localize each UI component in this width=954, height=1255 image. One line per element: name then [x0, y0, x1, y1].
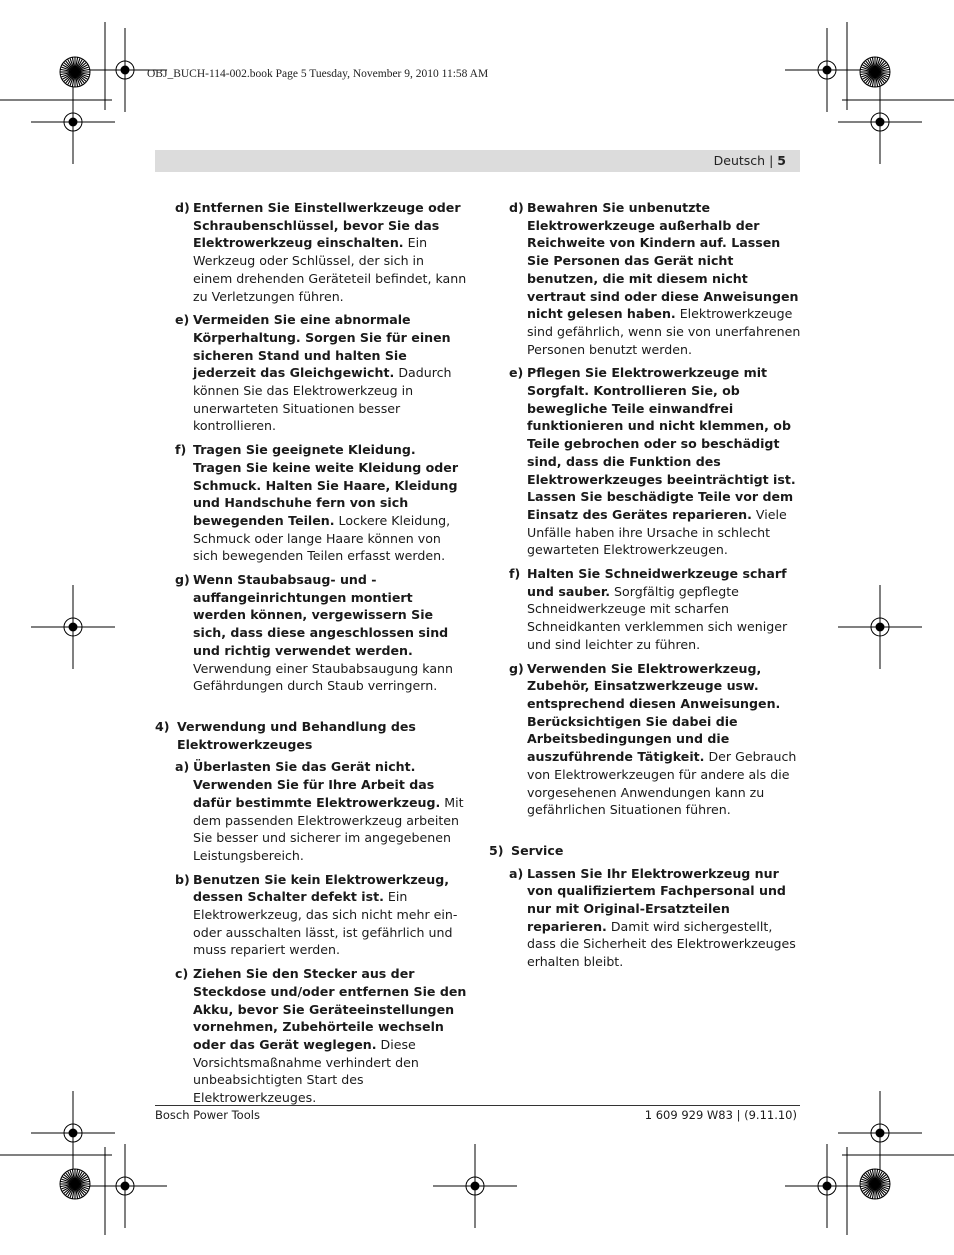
section-heading-4: [155, 718, 467, 753]
item-explanation: Ein Elektrowerkzeug, das sich nicht mehr ein- oder ausschalten lässt, ist gefährlich und muss repariert werden.: [193, 889, 458, 958]
item-instruction: Pflegen Sie Elektrowerkzeuge mit Sorgfalt. Kontrollieren Sie, ob bewegliche Teile einwandfrei funktionieren und nicht klemmen, ob Teile gebrochen oder so beschädigt sind, dass die Funktion des Elektrowerkzeuges beeinträchtigt ist. Lassen Sie beschädigte Teile vor dem Einsatz des Gerätes reparieren.: [527, 365, 796, 522]
crosshair-dot: [876, 1129, 885, 1138]
item-label: a): [509, 865, 524, 881]
item-instruction: Wenn Staubabsaug- und -auffangeinrichtungen montiert werden können, vergewissern Sie sich, dass diese angeschlossen sind und richtig verwendet werden.: [193, 572, 449, 658]
item-instruction: Überlasten Sie das Gerät nicht. Verwenden Sie für Ihre Arbeit das dafür bestimmte Elektrowerkzeug.: [193, 759, 441, 810]
section-title: Verwendung und Behandlung des Elektrowerkzeuges: [177, 718, 416, 752]
item-label: b): [175, 871, 190, 887]
crosshair-dot: [823, 66, 832, 75]
list-item: [155, 441, 467, 565]
list-item: [155, 965, 467, 1107]
page-header-bar: [155, 150, 800, 172]
page-number: 5: [777, 153, 786, 168]
crosshair-dot: [69, 118, 78, 127]
list-item: [489, 865, 801, 971]
crosshair-dot: [121, 1182, 130, 1191]
item-label: g): [509, 660, 524, 676]
item-instruction: Lassen Sie Ihr Elektrowerkzeug nur von qualifiziertem Fachpersonal und nur mit Original-Ersatzteilen reparieren.: [527, 865, 786, 934]
header-language: Deutsch: [713, 153, 766, 168]
footer-doc-number: 1 609 929 W83 | (9.11.10): [644, 1108, 797, 1122]
item-instruction: Halten Sie Schneidwerkzeuge scharf und sauber.: [527, 566, 787, 599]
item-label: f): [175, 442, 187, 458]
item-explanation: Viele Unfälle haben ihre Ursache in schlecht gewarteten Elektrowerkzeugen.: [527, 506, 787, 558]
item-instruction: Entfernen Sie Einstellwerkzeuge oder Schraubenschlüssel, bevor Sie das Elektrowerkzeug einschalten.: [193, 200, 461, 251]
item-instruction: Bewahren Sie unbenutzte Elektrowerkzeuge außerhalb der Reichweite von Kindern auf. Lassen Sie Personen das Gerät nicht benutzen, die mit diesem nicht vertraut sind oder diese Anweisungen nicht gelesen haben.: [527, 200, 799, 322]
item-instruction: Tragen Sie geeignete Kleidung. Tragen Sie keine weite Kleidung oder Schmuck. Halten Sie Haare, Kleidung und Handschuhe fern von sich bewegenden Teilen.: [193, 442, 459, 528]
list-item: [489, 364, 801, 559]
item-instruction: Verwenden Sie Elektrowerkzeug, Zubehör, Einsatzwerkzeuge usw. entsprechend diesen Anweisungen. Berücksichtigen Sie dabei die Arbeitsbedingungen und die auszuführende Tätigkeit.: [527, 660, 781, 765]
list-item: [489, 199, 801, 358]
crosshair-dot: [876, 118, 885, 127]
footer-rule: [155, 1105, 800, 1106]
item-explanation: Elektrowerkzeuge sind gefährlich, wenn sie von unerfahrenen Personen benutzt werden.: [527, 306, 801, 357]
right-items-section5: [489, 865, 801, 971]
list-item: [489, 660, 801, 819]
item-explanation: Sorgfältig gepflegte Schneidwerkzeuge mit scharfen Schneidkanten verklemmen sich weniger und sind leichter zu führen.: [527, 583, 788, 652]
item-explanation: Der Gebrauch von Elektrowerkzeugen für andere als die vorgesehenen Anwendungen kann zu gefährlichen Situationen führen.: [527, 749, 797, 818]
item-label: g): [175, 572, 190, 588]
page-header: [714, 153, 786, 168]
crosshair-dot: [69, 623, 78, 632]
item-explanation: Dadurch können Sie das Elektrowerkzeug in unerwarteten Situationen besser kontrollieren.: [193, 365, 452, 434]
item-label: e): [509, 365, 524, 381]
item-label: f): [509, 566, 521, 582]
list-item: [155, 571, 467, 695]
list-item: [155, 199, 467, 305]
item-explanation: Diese Vorsichtsmaßnahme verhindert den unbeabsichtigten Start des Elektrowerkzeuges.: [193, 1036, 419, 1106]
list-item: [155, 311, 467, 435]
item-explanation: Lockere Kleidung, Schmuck oder lange Haare können von sich bewegenden Teilen erfasst werden.: [193, 512, 451, 564]
list-item: [155, 871, 467, 960]
section-heading-5: [489, 842, 801, 860]
starburst-center: [872, 69, 878, 75]
item-label: d): [509, 200, 524, 215]
crosshair-dot: [69, 1129, 78, 1138]
right-column: [489, 199, 801, 977]
crosshair-dot: [876, 623, 885, 632]
crosshair-dot: [823, 1182, 832, 1191]
list-item: [155, 758, 467, 864]
item-label: a): [175, 759, 190, 775]
starburst-center: [72, 69, 78, 75]
left-items-top: [155, 199, 467, 695]
print-info-line: OBJ_BUCH-114-002.book Page 5 Tuesday, November 9, 2010 11:58 AM: [147, 68, 489, 80]
section-title: Service: [511, 842, 564, 858]
footer-brand: Bosch Power Tools: [155, 1108, 260, 1122]
item-instruction: Benutzen Sie kein Elektrowerkzeug, dessen Schalter defekt ist.: [193, 871, 449, 905]
section-number: 5): [489, 842, 504, 858]
item-instruction: Vermeiden Sie eine abnormale Körperhaltung. Sorgen Sie für einen sicheren Stand und halten Sie jederzeit das Gleichgewicht.: [193, 312, 451, 381]
item-explanation: Mit dem passenden Elektrowerkzeug arbeiten Sie besser und sicherer im angegebenen Leistungsbereich.: [193, 794, 464, 863]
item-explanation: Verwendung einer Staubabsaugung kann Gefährdungen durch Staub verringern.: [193, 660, 454, 694]
starburst-center: [872, 1181, 878, 1187]
item-label: d): [175, 200, 190, 215]
left-items-section4: [155, 758, 467, 1106]
left-column: [155, 199, 467, 1113]
crosshair-dot: [471, 1182, 480, 1191]
item-label: c): [175, 966, 189, 982]
item-explanation: Ein Werkzeug oder Schlüssel, der sich in einem drehenden Geräteteil befindet, kann zu Verletzungen führen.: [193, 235, 467, 304]
section-number: 4): [155, 718, 170, 734]
item-explanation: Damit wird sichergestellt, dass die Sicherheit des Elektrowerkzeuges erhalten bleibt.: [527, 918, 796, 970]
right-items-top: [489, 199, 801, 819]
crosshair-dot: [121, 66, 130, 75]
header-separator: |: [769, 153, 774, 168]
list-item: [489, 565, 801, 654]
item-label: e): [175, 312, 190, 328]
starburst-center: [72, 1181, 78, 1187]
item-instruction: Ziehen Sie den Stecker aus der Steckdose und/oder entfernen Sie den Akku, bevor Sie Geräteeinstellungen vornehmen, Zubehörteile wechseln oder das Gerät weglegen.: [193, 966, 467, 1052]
